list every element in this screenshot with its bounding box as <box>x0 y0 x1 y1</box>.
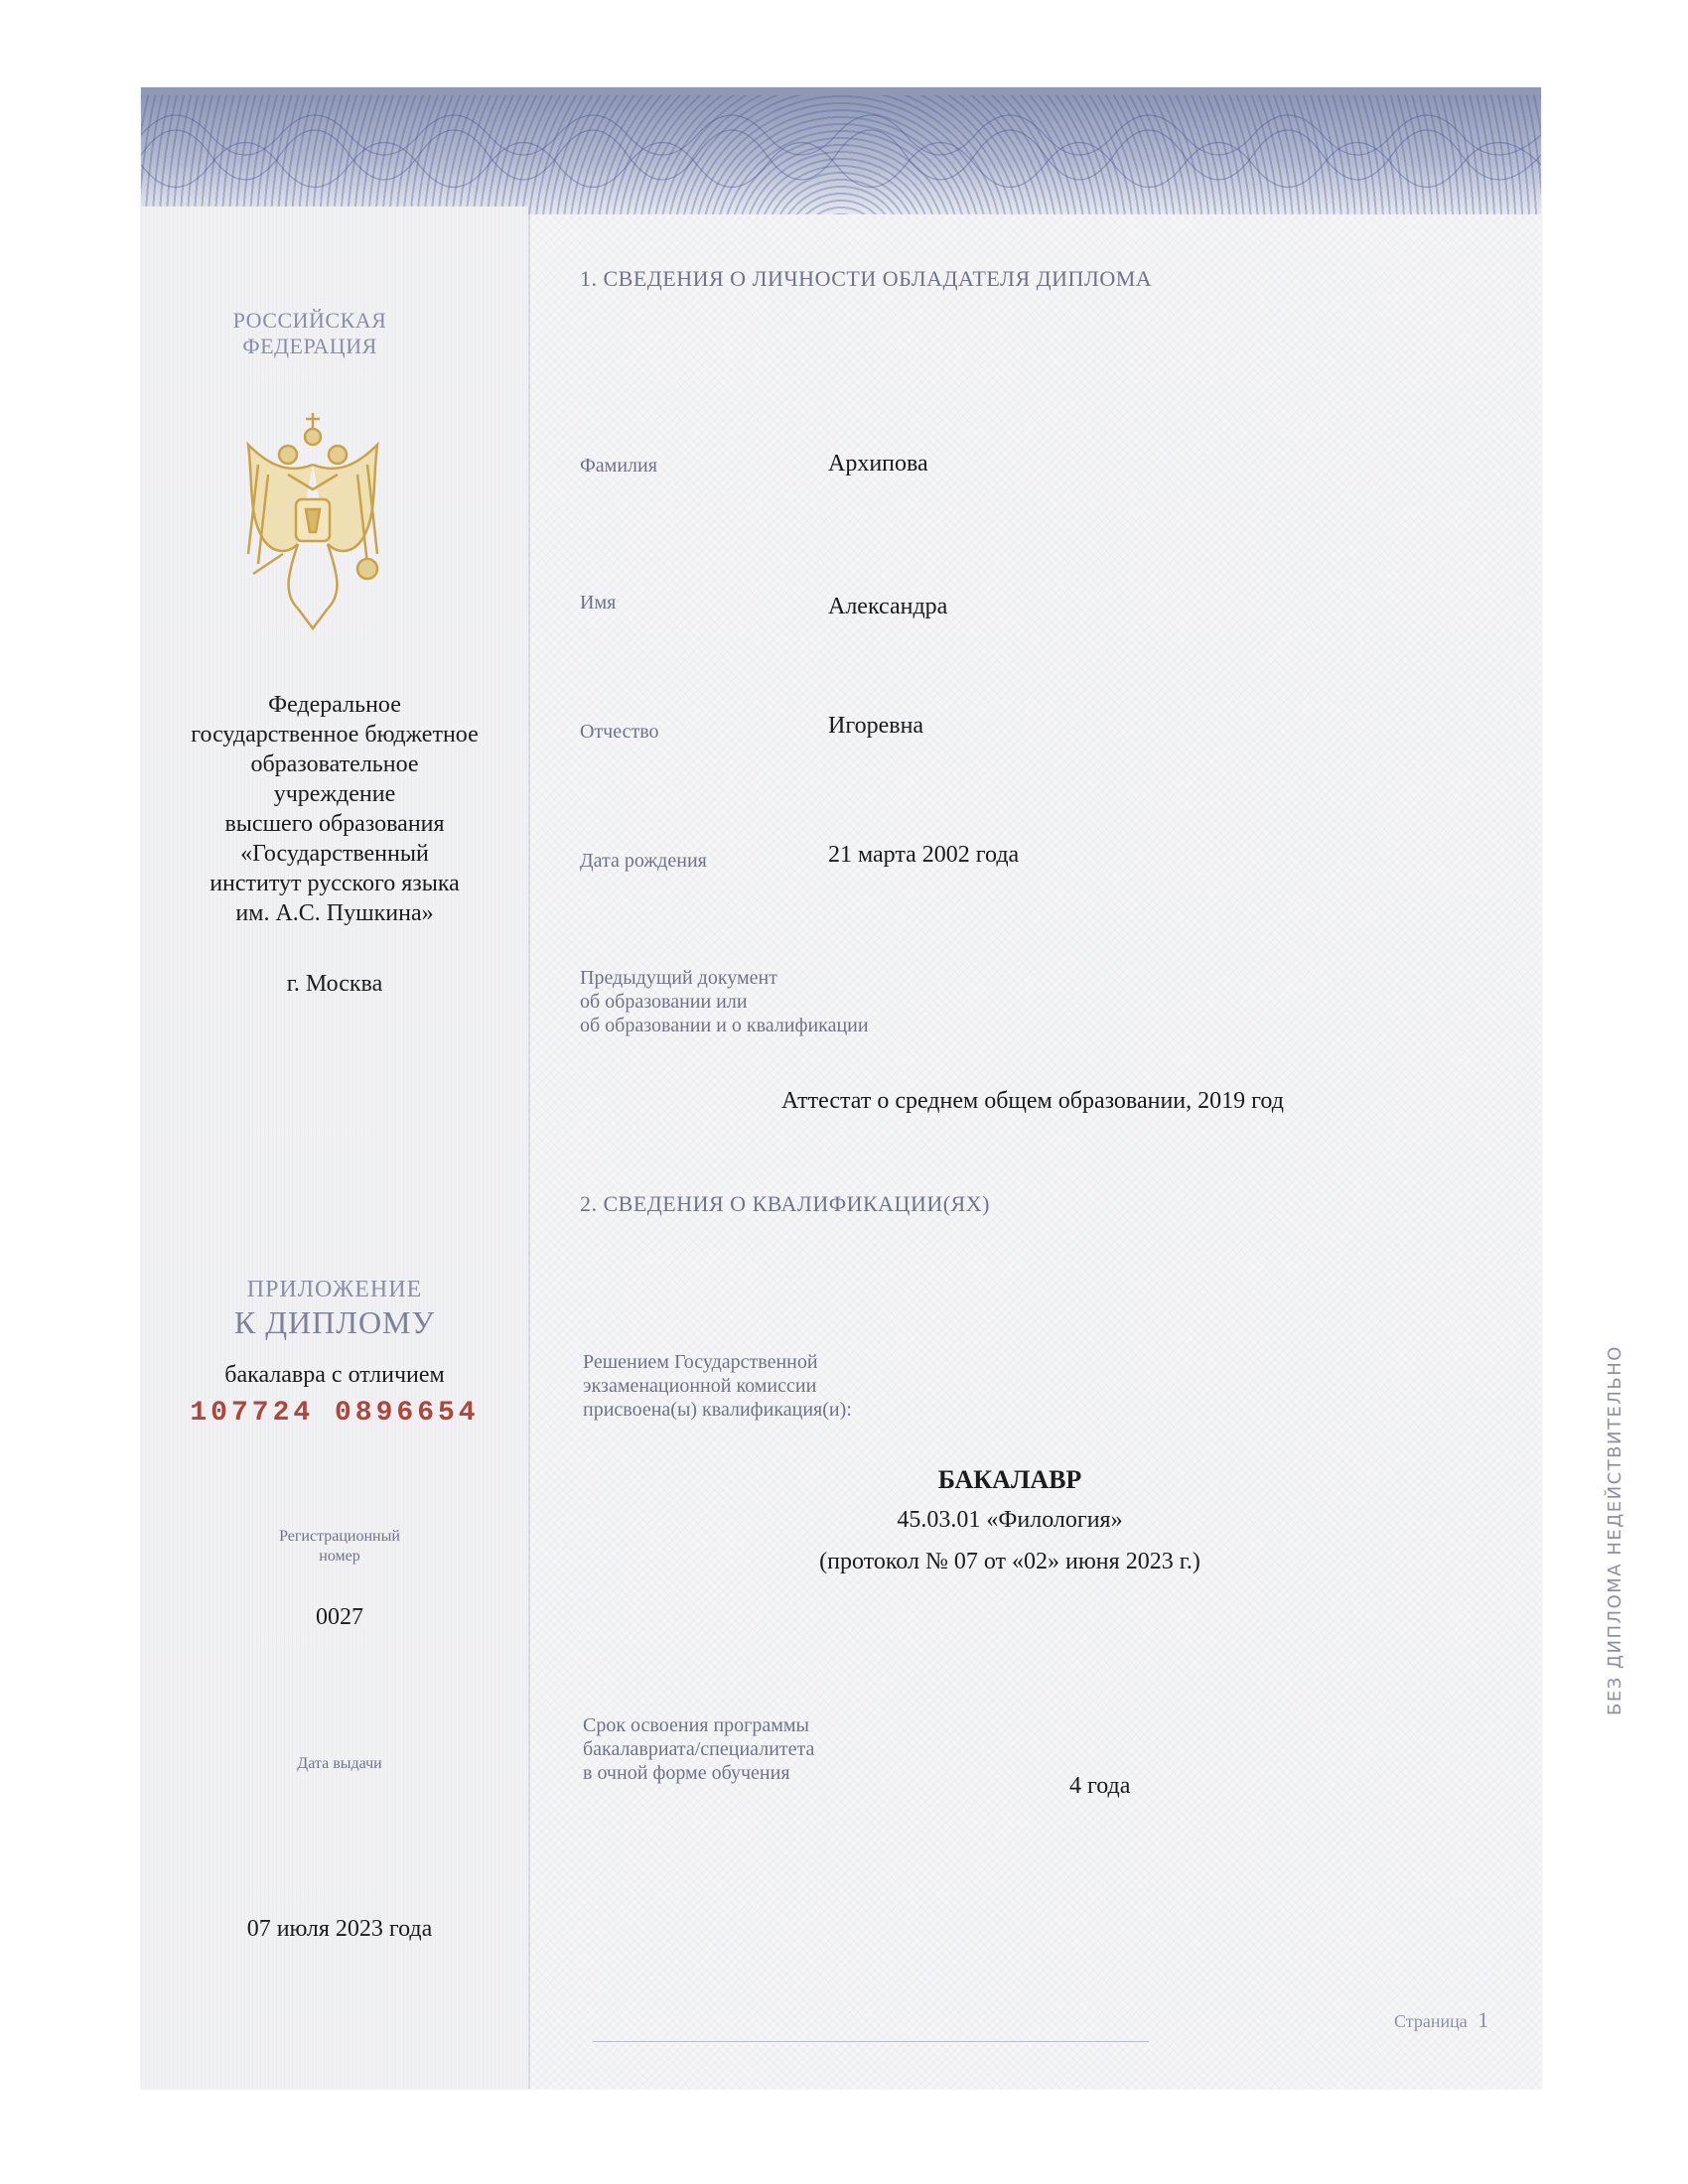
program: 45.03.01 «Филология» <box>897 1507 1123 1533</box>
birth-date-value: 21 марта 2002 года <box>828 842 1020 868</box>
city: г. Москва <box>286 971 383 997</box>
coat-of-arms-icon <box>228 405 397 653</box>
decision-label: Решением Государственной экзаменационной комиссии присвоена(ы) квалификация(и): <box>583 1351 852 1421</box>
degree-type: бакалавра с отличием <box>224 1362 445 1388</box>
surname-label: Фамилия <box>580 455 657 477</box>
issue-date: 07 июля 2023 года <box>246 1916 433 1942</box>
appendix-title-line2: К ДИПЛОМУ <box>233 1304 436 1340</box>
previous-document-value: Аттестат о среднем общем образовании, 2019 год <box>781 1088 1284 1114</box>
appendix-title-line1: ПРИЛОЖЕНИЕ <box>246 1277 423 1302</box>
qualification: БАКАЛАВР <box>937 1465 1082 1494</box>
diploma-appendix-page <box>141 87 1625 2089</box>
study-term-value: 4 года <box>1069 1773 1131 1799</box>
previous-document-label: Предыдущий документ об образовании или об образовании и о квалификации <box>580 967 869 1036</box>
page-label: Страница <box>1394 2011 1468 2031</box>
institution-name: Федеральное государственное бюджетное образовательное учреждение высшего образования «Государственный институт русского языка им. А.С. Пушкина» <box>191 692 479 926</box>
study-term-label: Срок освоения программы бакалавриата/специалитета в очной форме обучения <box>583 1714 815 1784</box>
registration-number: 0027 <box>316 1604 363 1630</box>
section1-heading: 1. СВЕДЕНИЯ О ЛИЧНОСТИ ОБЛАДАТЕЛЯ ДИПЛОМА <box>580 266 1153 291</box>
issue-date-label: Дата выдачи <box>297 1755 382 1772</box>
panel-divider <box>528 206 530 2089</box>
footer-line <box>593 2041 1149 2042</box>
patronymic-value: Игоревна <box>828 713 924 739</box>
page-number: 1 <box>1477 2007 1489 2032</box>
registration-label: Регистрационный номер <box>279 1528 400 1565</box>
name-value: Александра <box>828 594 948 619</box>
guilloche-pattern <box>141 95 1541 214</box>
section2-heading: 2. СВЕДЕНИЯ О КВАЛИФИКАЦИИ(ЯХ) <box>580 1191 990 1216</box>
guilloche-border <box>141 87 1541 214</box>
protocol: (протокол № 07 от «02» июня 2023 г.) <box>819 1549 1200 1574</box>
name-label: Имя <box>580 592 617 614</box>
surname-value: Архипова <box>828 451 928 477</box>
country-title: РОССИЙСКАЯ ФЕДЕРАЦИЯ <box>232 308 387 358</box>
serial-number: 107724 0896654 <box>190 1398 480 1429</box>
patronymic-label: Отчество <box>580 721 659 743</box>
birth-date-label: Дата рождения <box>580 850 707 872</box>
validity-note: БЕЗ ДИПЛОМА НЕДЕЙСТВИТЕЛЬНО <box>1605 1345 1625 1715</box>
